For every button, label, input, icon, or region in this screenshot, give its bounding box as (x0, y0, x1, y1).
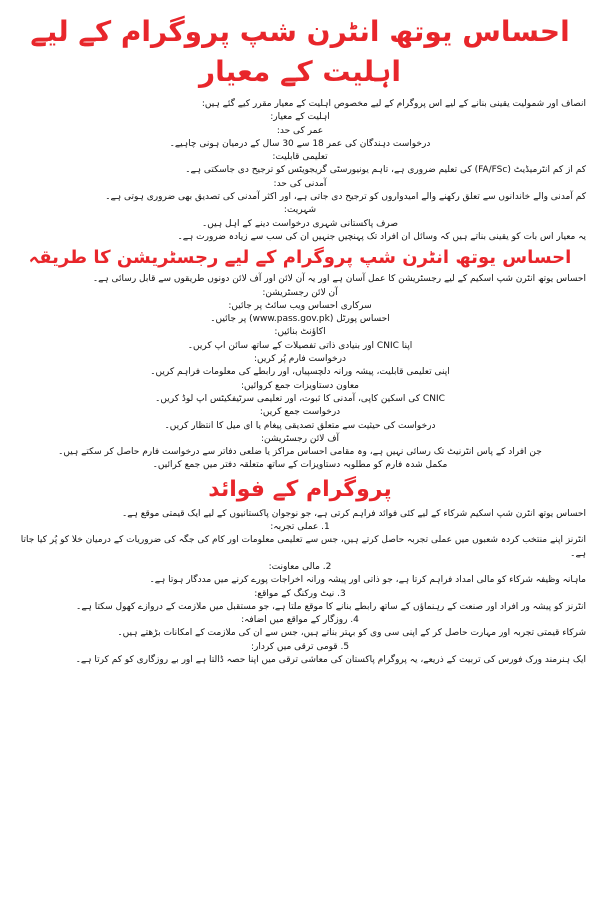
benefit-1-text: انٹرنز اپنے منتخب کردہ شعبوں میں عملی تجربہ حاصل کرتے ہیں، جس سے تعلیمی معلومات اور کام کی جگہ کی ضروریات کے درمیان خلا کو پُر کیا جاتا ہے۔ (20, 535, 586, 559)
age-text: درخواست دہندگان کی عمر 18 سے 30 سال کے درمیان ہونی چاہیے۔ (169, 138, 431, 149)
submit-text: درخواست کی حیثیت سے متعلق تصدیقی پیغام یا ای میل کا انتظار کریں۔ (164, 420, 436, 431)
online-registration-label: آن لائن رجسٹریشن: (262, 287, 338, 298)
visit-website-label: سرکاری احساس ویب سائٹ پر جائیں: (228, 300, 372, 311)
criteria-label: اہلیت کے معیار: (270, 112, 330, 123)
benefits-heading: پروگرام کے فوائد (208, 476, 392, 502)
visit-website-text: احساس پورٹل (www.pass.gov.pk) پر جائیں۔ (210, 314, 390, 325)
offline-registration-label: آف لائن رجسٹریشن: (260, 433, 340, 444)
submit-label: درخواست جمع کریں: (259, 407, 341, 418)
eligibility-section (14, 98, 586, 244)
benefit-2-label: 2. مالی معاونت: (268, 561, 332, 572)
documents-label: معاون دستاویزات جمع کروائیں: (241, 380, 359, 391)
create-account-label: اکاؤنٹ بنائیں: (274, 327, 326, 338)
documents-text: CNIC کی اسکین کاپی، آمدنی کا ثبوت، اور تعلیمی سرٹیفکیٹس اپ لوڈ کریں۔ (155, 393, 445, 404)
offline-text-1: جن افراد کے پاس انٹرنیٹ تک رسائی نہیں ہے، وہ مقامی احساس مراکز یا ضلعی دفاتر سے درخواست فارم حاصل کر سکتے ہیں۔ (58, 447, 542, 458)
eligibility-closing: یہ معیار اس بات کو یقینی بناتے ہیں کہ وسائل ان افراد تک پہنچیں جنہیں ان کی سب سے زیادہ ضرورت ہے۔ (177, 231, 586, 242)
fill-form-text: اپنی تعلیمی قابلیت، پیشہ ورانہ دلچسپیاں، اور رابطے کی معلومات فراہم کریں۔ (150, 367, 450, 378)
benefit-1-label: 1. عملی تجربہ: (270, 522, 330, 533)
education-text: کم از کم انٹرمیڈیٹ (FA/FSc) کی تعلیم ضروری ہے، تاہم یونیورسٹی گریجویٹس کو ترجیح دی جاسکتی ہے۔ (185, 165, 586, 176)
benefits-intro: احساس یوتھ انٹرن شپ اسکیم شرکاء کے لیے کئی فوائد فراہم کرتی ہے، جو نوجوان پاکستانیوں کے لیے ایک قیمتی موقع ہے۔ (122, 508, 586, 519)
registration-heading: احساس یوتھ انٹرن شپ پروگرام کے لیے رجسٹریشن کا طریقہ (28, 247, 572, 269)
offline-text-2: مکمل شدہ فارم کو مطلوبہ دستاویزات کے ساتھ متعلقہ دفتر میں جمع کرائیں۔ (152, 460, 448, 471)
registration-section (14, 273, 586, 472)
benefits-section (14, 508, 586, 668)
registration-intro: احساس یوتھ انٹرن شپ اسکیم کے لیے رجسٹریشن کا عمل آسان ہے اور یہ آن لائن اور آف لائن دونوں طریقوں سے قابل رسائی ہے۔ (92, 274, 586, 285)
benefit-3-text: انٹرنز کو پیشہ ور افراد اور صنعت کے رہنماؤں کے ساتھ رابطے بنانے کا موقع ملتا ہے، جو مستقبل میں ملازمت کے دروازے کھول سکتا ہے۔ (76, 601, 586, 612)
age-label: عمر کی حد: (276, 125, 324, 136)
benefit-4-text: شرکاء قیمتی تجربہ اور مہارت حاصل کر کے اپنی سی وی کو بہتر بناتے ہیں، جس سے ان کی ملازمت کے امکانات بڑھتے ہیں۔ (117, 628, 586, 639)
page-title: احساس یوتھ انٹرن شپ پروگرام کے لیے اہلیت کے معیار (30, 15, 570, 88)
fill-form-label: درخواست فارم پُر کریں: (253, 354, 347, 365)
benefit-5-text: ایک ہنرمند ورک فورس کی تربیت کے ذریعے، یہ پروگرام پاکستان کی معاشی ترقی میں اپنا حصہ ڈالتا ہے اور بے روزگاری کو کم کرتا ہے۔ (75, 654, 586, 665)
benefit-2-text: ماہانہ وظیفہ شرکاء کو مالی امداد فراہم کرتا ہے، جو ذاتی اور پیشہ ورانہ اخراجات پورے کرنے میں مددگار ہوتا ہے۔ (149, 575, 586, 586)
benefit-5-label: 5. قومی ترقی میں کردار: (250, 641, 350, 652)
benefit-4-label: 4. روزگار کے مواقع میں اضافہ: (241, 615, 359, 626)
create-account-text: اپنا CNIC اور بنیادی ذاتی تفصیلات کے ساتھ سائن اپ کریں۔ (187, 340, 413, 351)
citizenship-text: صرف پاکستانی شہری درخواست دینے کے اہل ہیں۔ (201, 218, 399, 229)
education-label: تعلیمی قابلیت: (272, 152, 328, 163)
citizenship-label: شہریت: (283, 205, 317, 216)
income-label: آمدنی کی حد: (273, 178, 327, 189)
income-text: کم آمدنی والے خاندانوں سے تعلق رکھنے والے امیدواروں کو ترجیح دی جاتی ہے، اور اکثر آمدنی کی تصدیق بھی ضروری ہوتی ہے۔ (105, 192, 586, 203)
eligibility-intro: انصاف اور شمولیت یقینی بنانے کے لیے اس پروگرام کے لیے مخصوص اہلیت کے معیار مقرر کیے گئے ہیں: (201, 99, 586, 109)
benefit-3-label: 3. نیٹ ورکنگ کے مواقع: (254, 588, 346, 599)
